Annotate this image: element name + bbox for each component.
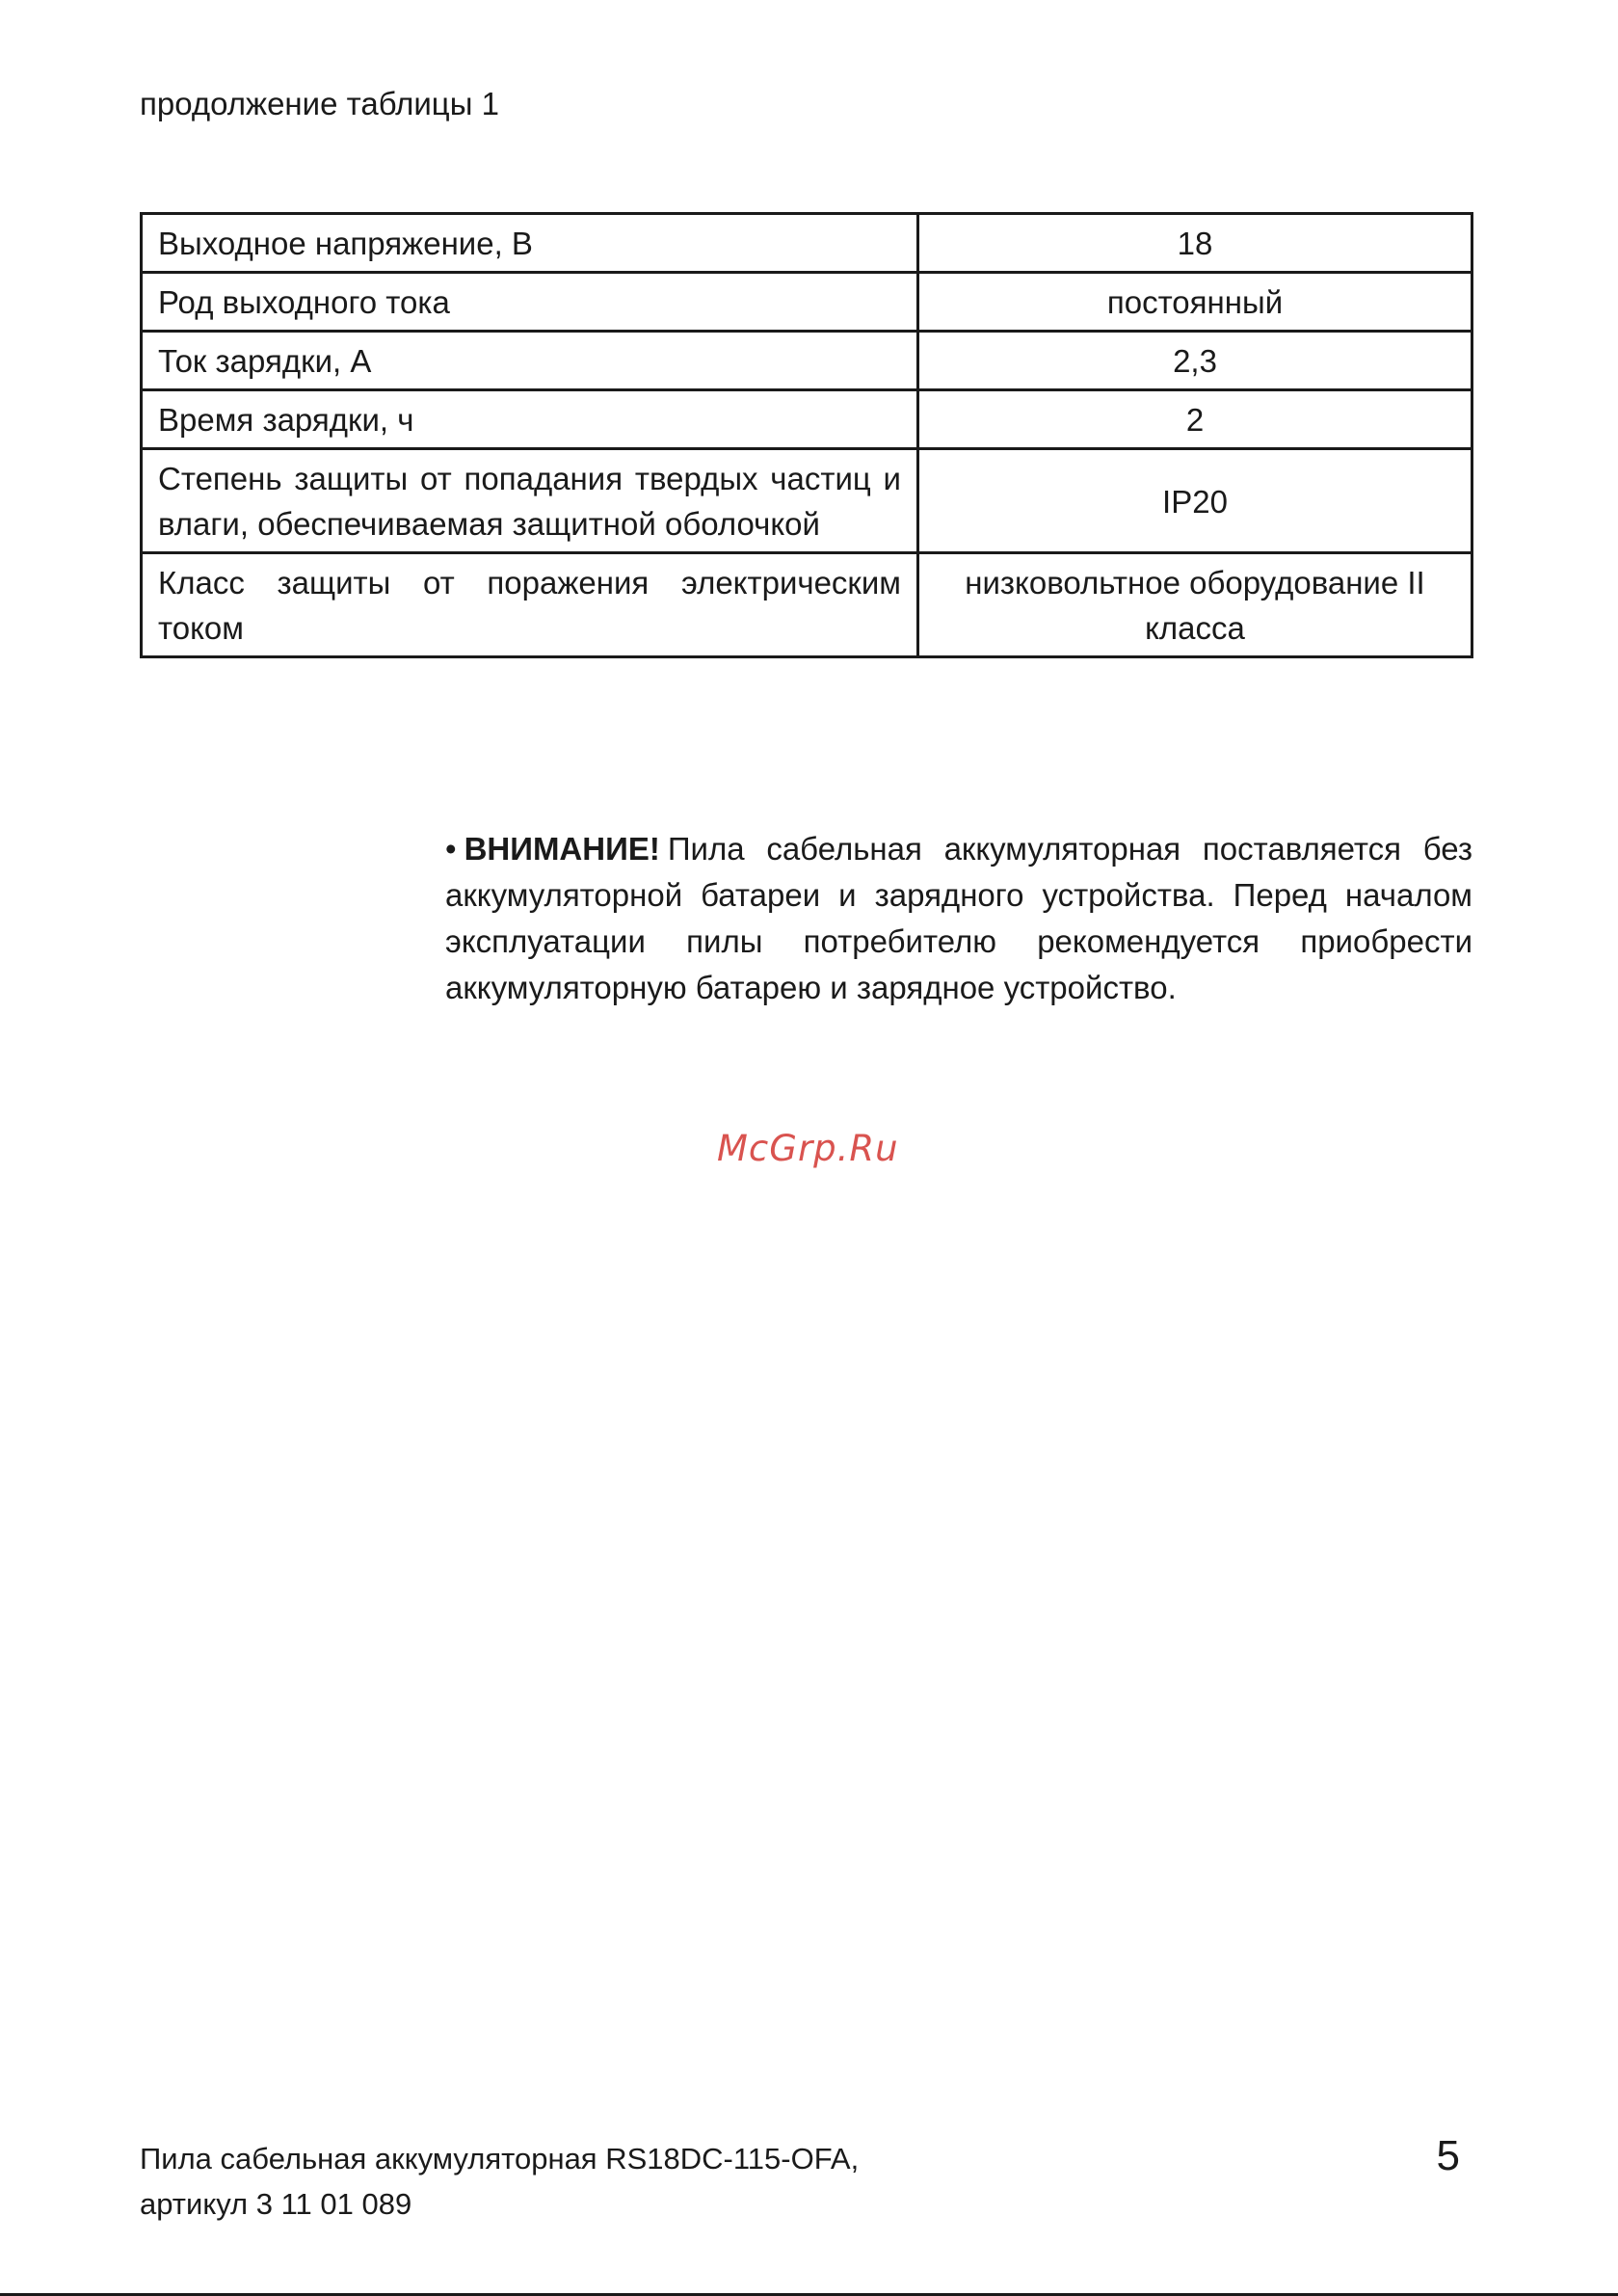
table-row [142,390,1472,449]
table-row [142,332,1472,390]
spec-name: Ток зарядки, А [142,332,918,390]
table-continuation-caption: продолжение таблицы 1 [140,86,499,121]
table-row [142,449,1472,553]
spec-name: Время зарядки, ч [142,390,918,449]
spec-name: Выходное напряжение, В [142,214,918,273]
table-row [142,214,1472,273]
footer-article-number: артикул 3 11 01 089 [140,2187,412,2221]
spec-name: Степень защиты от попадания твердых частиц и влаги, обеспечиваемая защитной оболочкой [142,449,918,553]
warning-notice [445,826,1472,1011]
spec-value: 2 [918,390,1472,449]
spec-value: IP20 [918,449,1472,553]
bullet: • [445,831,457,867]
footer-product-info [140,2136,859,2227]
warning-text: Пила сабельная аккумуляторная поставляется без аккумуляторной батареи и зарядного устройства. Перед началом эксплуатации пилы потребителю рекомендуется приобрести аккумуляторную батарею и зарядное устройство. [445,831,1472,1005]
warning-label: ВНИМАНИЕ! [464,831,660,867]
page-number: 5 [1436,2132,1460,2179]
spec-name: Род выходного тока [142,273,918,332]
table-row [142,273,1472,332]
spec-value: 2,3 [918,332,1472,390]
watermark: McGrp.Ru [717,1128,899,1169]
spec-name: Класс защиты от поражения электрическим током [142,553,918,657]
footer-product-name: Пила сабельная аккумуляторная RS18DC-115-OFA, [140,2142,860,2176]
spec-value: низковольтное оборудование II класса [918,553,1472,657]
spec-value: 18 [918,214,1472,273]
table-row [142,553,1472,657]
specifications-table [140,212,1473,658]
spec-value: постоянный [918,273,1472,332]
